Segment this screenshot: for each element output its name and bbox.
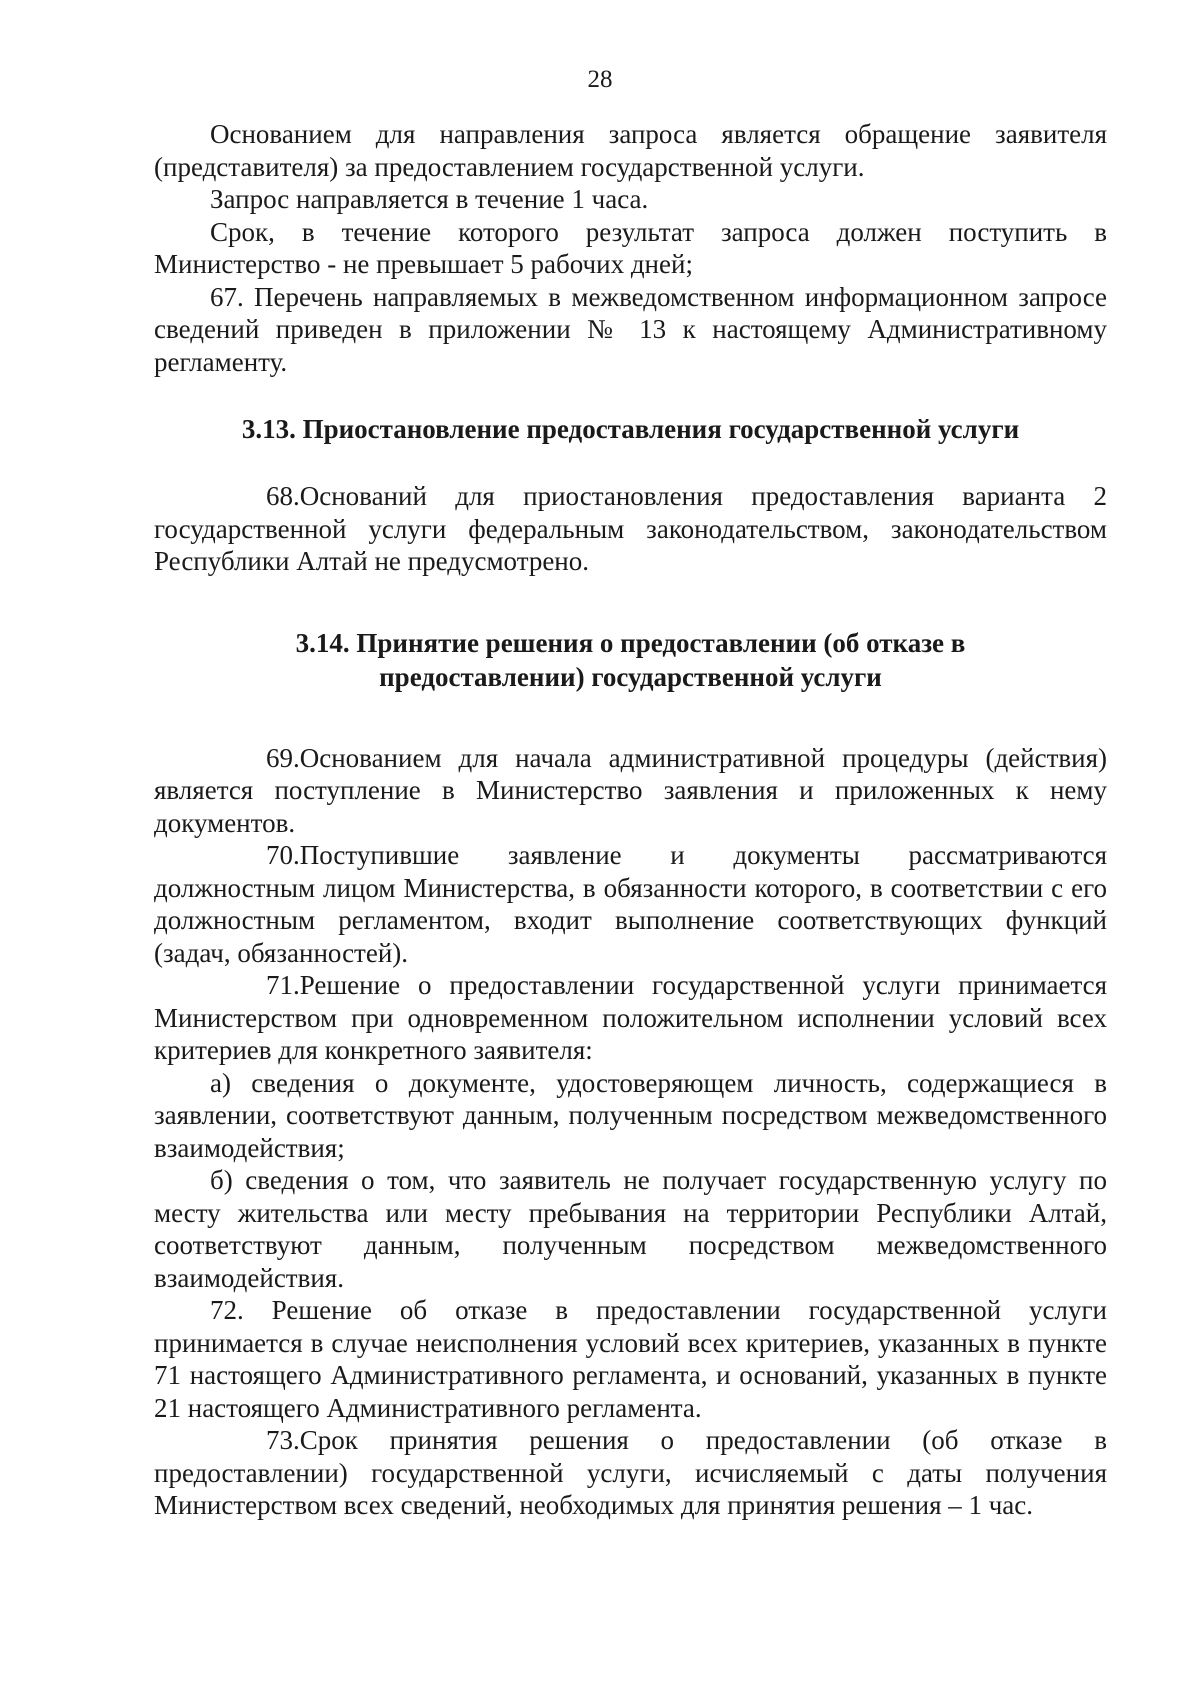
paragraph-69 bbox=[154, 742, 1107, 840]
paragraph-71 bbox=[154, 969, 1107, 1067]
paragraph-72: 72. Решение об отказе в предоставлении государственной услуги принимается в случае неисполнения условий всех критериев, указанных в пункте 71 настоящего Административного регламента, и оснований, указанных в пункте 21 настоящего Административного регламента. bbox=[154, 1295, 1107, 1423]
page-number: 28 bbox=[587, 66, 613, 93]
subitem-b: б) сведения о том, что заявитель не получает государственную услугу по месту жительства или месту пребывания на территории Республики Алтай, соответствуют данным, полученным посредством межведомственного взаимодействия. bbox=[154, 1165, 1107, 1293]
paragraph-70 bbox=[154, 839, 1107, 969]
item-number: 71. bbox=[266, 970, 300, 1000]
item-text: Решение о предоставлении государственной услуги принимается Министерством при одновременном положительном исполнении условий всех критериев для конкретного заявителя: bbox=[154, 970, 1107, 1065]
paragraph: Срок, в течение которого результат запроса должен поступить в Министерство - не превышает 5 рабочих дней; bbox=[154, 216, 1107, 279]
item-text: Срок принятия решения о предоставлении (об отказе в предоставлении) государственной услуги, исчисляемый с даты получения Министерством всех сведений, необходимых для принятия решения – 1 час. bbox=[154, 1425, 1107, 1520]
heading-line: 3.14. Принятие решения о предоставлении (об отказе в bbox=[295, 627, 966, 658]
item-text: Поступившие заявление и документы рассматриваются должностным лицом Министерства, в обязанности которого, в соответствии с его должностным регламентом, входит выполнение соответствующих функций (задач, обязанностей). bbox=[154, 840, 1107, 968]
document-body bbox=[154, 118, 1107, 1522]
item-number: 73. bbox=[266, 1425, 300, 1455]
paragraph: Основанием для направления запроса является обращение заявителя (представителя) за предоставлением государственной услуги. bbox=[154, 119, 1107, 182]
paragraph-68 bbox=[154, 480, 1107, 578]
item-text: Основанием для начала административной процедуры (действия) является поступление в Министерство заявления и приложенных к нему документов. bbox=[154, 742, 1107, 838]
section-heading-3-13: 3.13. Приостановление предоставления государственной услуги bbox=[241, 414, 1020, 444]
item-text: Оснований для приостановления предоставления варианта 2 государственной услуги федеральным законодательством, законодательством Республики Алтай не предусмотрено. bbox=[154, 481, 1107, 576]
item-number: 69. bbox=[266, 742, 300, 773]
subitem-a: а) сведения о документе, удостоверяющем личность, содержащиеся в заявлении, соответствуют данным, полученным посредством межведомственного взаимодействия; bbox=[154, 1067, 1107, 1163]
heading-line: предоставлении) государственной услуги bbox=[379, 661, 882, 692]
section-heading-3-14 bbox=[154, 626, 1107, 694]
paragraph-73 bbox=[154, 1424, 1107, 1522]
item-number: 68. bbox=[266, 481, 300, 511]
paragraph: Запрос направляется в течение 1 часа. bbox=[210, 184, 649, 214]
item-number: 70. bbox=[266, 840, 300, 870]
paragraph-67: 67. Перечень направляемых в межведомственном информационном запросе сведений приведен в приложении № 13 к настоящему Административному регламенту. bbox=[154, 281, 1107, 377]
